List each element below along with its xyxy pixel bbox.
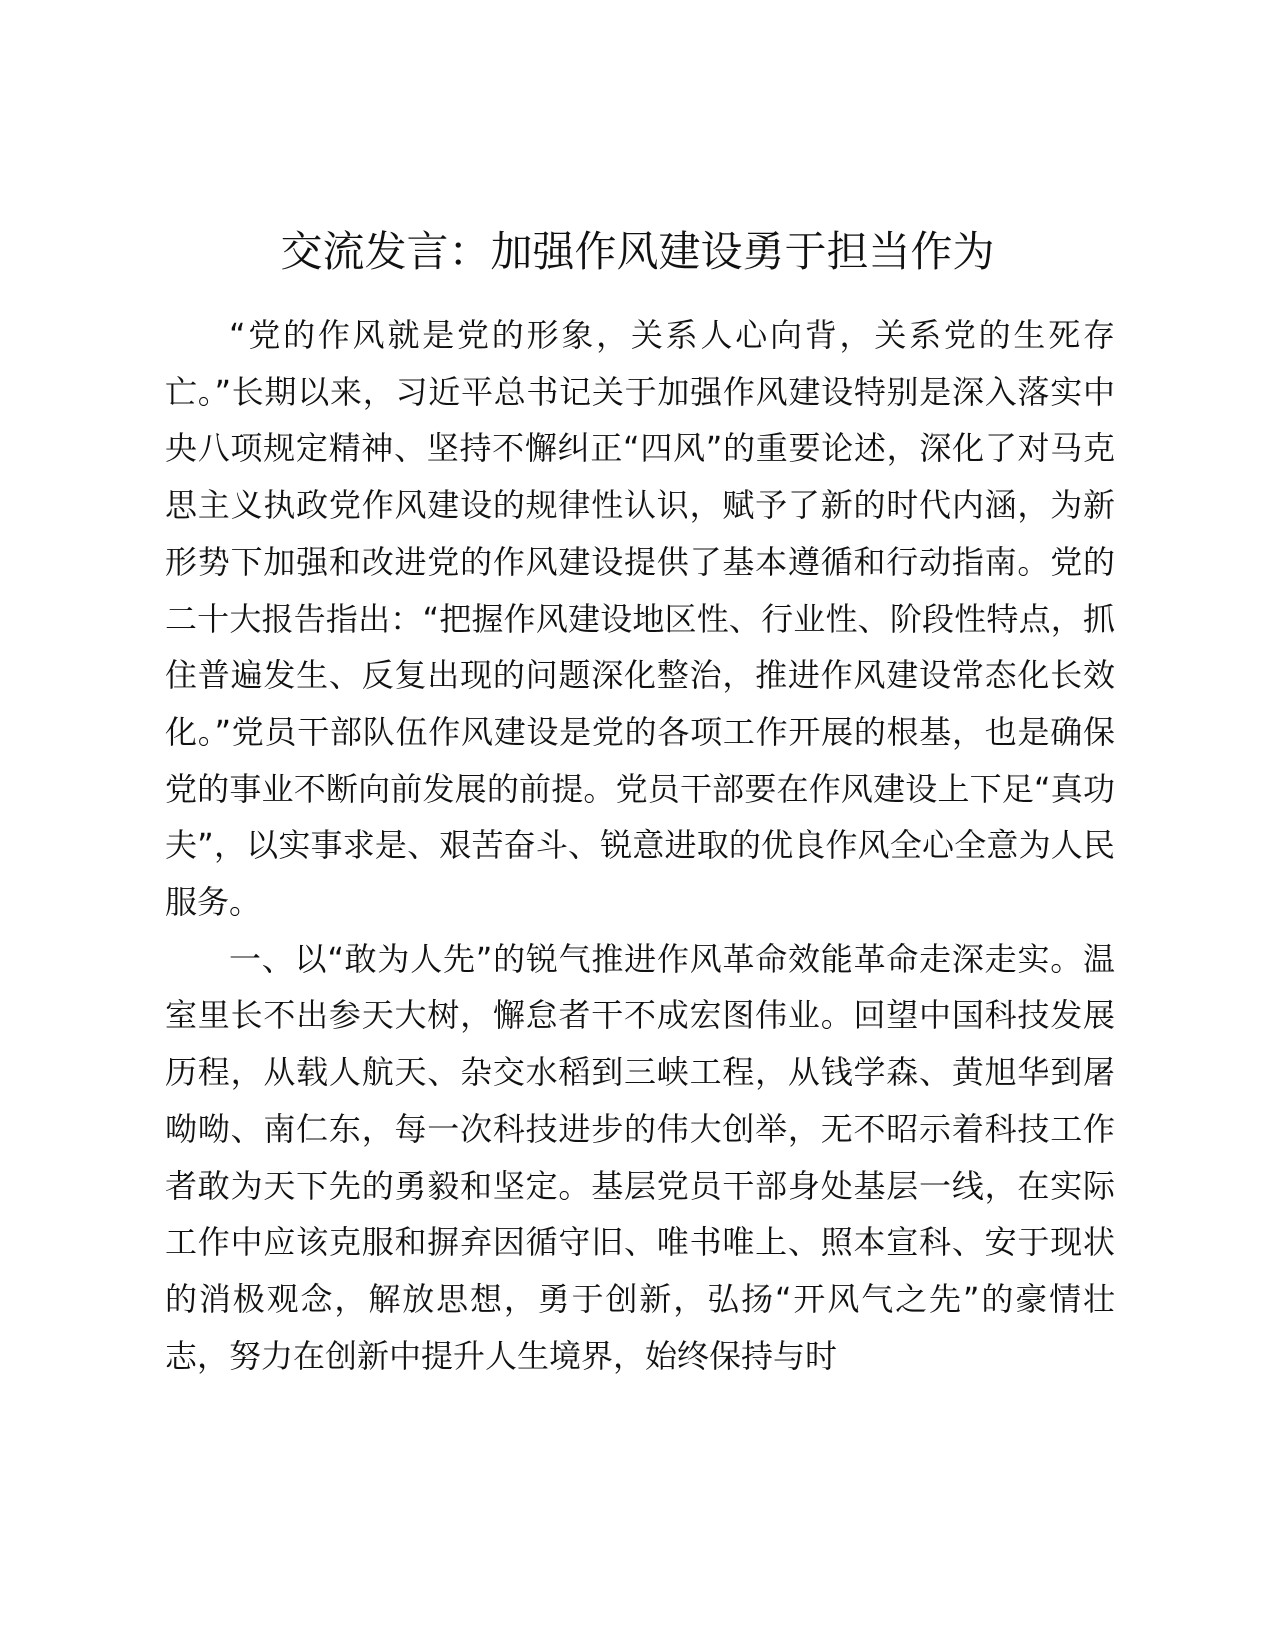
paragraph-intro: “党的作风就是党的形象，关系人心向背，关系党的生死存亡。”长期以来，习近平总书记关于加强作风建设特别是深入落实中央八项规定精神、坚持不懈纠正“四风”的重要论述，深化了对马克思主义执政党作风建设的规律性认识，赋予了新的时代内涵，为新形势下加强和改进党的作风建设提供了基本遵循和行动指南。党的二十大报告指出：“把握作风建设地区性、行业性、阶段性特点，抓住普遍发生、反复出现的问题深化整治，推进作风建设常态化长效化。”党员干部队伍作风建设是党的各项工作开展的根基，也是确保党的事业不断向前发展的前提。党员干部要在作风建设上下足“真功夫”，以实事求是、艰苦奋斗、锐意进取的优良作风全心全意为人民服务。 bbox=[165, 316, 1115, 922]
paragraph-section-one: 一、以“敢为人先”的锐气推进作风革命效能革命走深走实。温室里长不出参天大树，懈怠者干不成宏图伟业。回望中国科技发展历程，从载人航天、杂交水稻到三峡工程，从钱学森、黄旭华到屠呦呦、南仁东，每一次科技进步的伟大创举，无不昭示着科技工作者敢为天下先的勇毅和坚定。基层党员干部身处基层一线，在实际工作中应该克服和摒弃因循守旧、唯书唯上、照本宣科、安于现状的消极观念，解放思想，勇于创新，弘扬“开风气之先”的豪情壮志，努力在创新中提升人生境界，始终保持与时 bbox=[165, 939, 1115, 1375]
document-body bbox=[165, 307, 1115, 1384]
document-title: 交流发言：加强作风建设勇于担当作为 bbox=[280, 227, 995, 276]
